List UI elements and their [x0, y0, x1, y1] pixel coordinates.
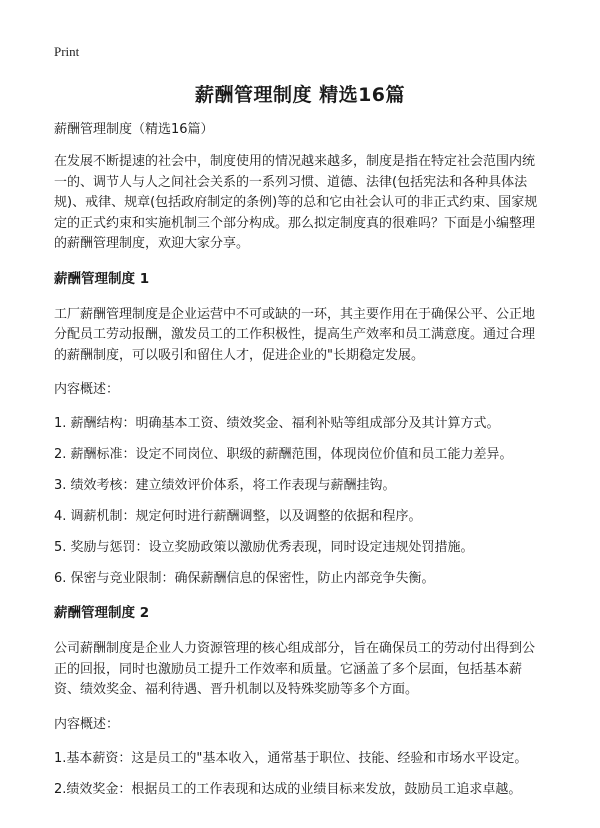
- intro-paragraph: 在发展不断提速的社会中，制度使用的情况越来越多，制度是指在特定社会范围内统一的、调节人与人之间社会关系的一系列习惯、道德、法律(包括宪法和各种具体法规)、戒律、规章(包括政府制定的条例)等的总和它由社会认可的非正式约束、国家规定的正式约束和实施机制三个部分构成。那么拟定制度真的很难吗？下面是小编整理的薪酬管理制度，欢迎大家分享。: [54, 154, 538, 251]
- list-item: 1.基本薪资：这是员工的"基本收入，通常基于职位、技能、经验和市场水平设定。: [54, 750, 528, 766]
- list-item: 2. 薪酬标准：设定不同岗位、职级的薪酬范围，体现岗位价值和员工能力差异。: [54, 447, 513, 462]
- section-paragraph: 工厂薪酬管理制度是企业运营中不可或缺的一环，其主要作用在于确保公平、公正地分配员工劳动报酬，激发员工的工作积极性，提高生产效率和员工满意度。通过合理的薪酬制度，可以吸引和留住人才，促进企业的"长期稳定发展。: [54, 306, 536, 363]
- section-2: [54, 603, 546, 800]
- list-item: 4. 调薪机制：规定何时进行薪酬调整，以及调整的依据和程序。: [54, 509, 422, 524]
- document-body: [54, 120, 546, 811]
- print-label: Print: [54, 44, 80, 59]
- section-heading: 薪酬管理制度 1: [54, 270, 150, 287]
- overview-label: 内容概述：: [54, 716, 120, 732]
- list-item: 5. 奖励与惩罚：设立奖励政策以激励优秀表现，同时设定违规处罚措施。: [54, 540, 474, 555]
- list-item: 2.绩效奖金：根据员工的工作表现和达成的业绩目标来发放，鼓励员工追求卓越。: [54, 781, 522, 797]
- section-paragraph: 公司薪酬制度是企业人力资源管理的核心组成部分，旨在确保员工的劳动付出得到公正的回报，同时也激励员工提升工作效率和质量。它涵盖了多个层面，包括基本薪资、绩效奖金、福利待遇、晋升机制以及特殊奖励等多个方面。: [54, 641, 536, 697]
- overview-label: 内容概述：: [54, 382, 120, 397]
- list-item: 3. 绩效考核：建立绩效评价体系，将工作表现与薪酬挂钩。: [54, 478, 396, 493]
- list-item: 1. 薪酬结构：明确基本工资、绩效奖金、福利补贴等组成部分及其计算方式。: [54, 416, 500, 431]
- section-1: [54, 269, 546, 590]
- document-subtitle: 薪酬管理制度（精选16篇）: [54, 122, 214, 137]
- list-item: 6. 保密与竞业限制：确保薪酬信息的保密性，防止内部竞争失衡。: [54, 571, 435, 586]
- document-title: 薪酬管理制度 精选16篇: [194, 84, 406, 106]
- section-heading: 薪酬管理制度 2: [54, 605, 150, 621]
